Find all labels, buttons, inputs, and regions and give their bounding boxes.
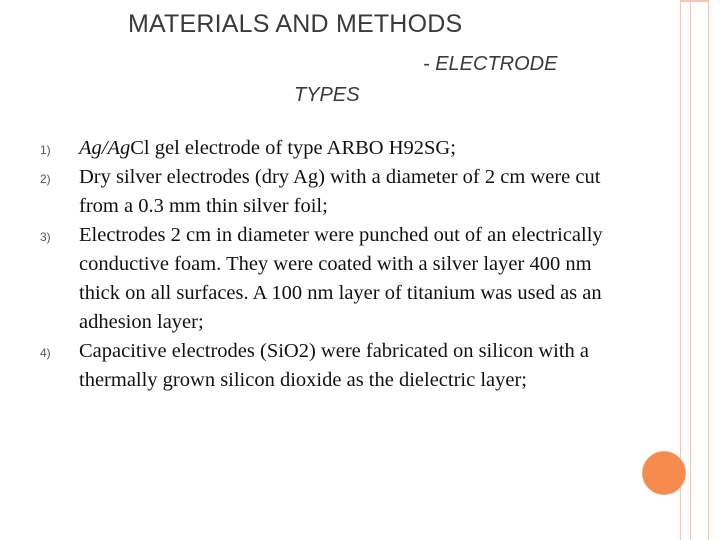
- list-number: 4): [40, 346, 51, 360]
- decorative-border-line: [708, 0, 709, 540]
- item-text: Cl gel electrode of type ARBO H92SG;: [130, 137, 456, 159]
- slide-subtitle-line-2: TYPES: [294, 84, 360, 106]
- item-text: Dry silver electrodes (dry Ag) with a diameter of 2 cm were cut from a 0.3 mm thin silver foil;: [79, 166, 601, 217]
- list-number: 3): [40, 230, 51, 244]
- decorative-border-line: [690, 0, 691, 540]
- list-number: 2): [40, 172, 51, 186]
- list-item-4: [40, 337, 625, 395]
- decorative-border-top: [680, 0, 708, 2]
- item-italic-prefix: Ag/Ag: [79, 137, 131, 159]
- list-item-2: [40, 163, 625, 221]
- item-text: Electrodes 2 cm in diameter were punched out of an electrically conductive foam. They were coated with a silver layer 400 nm thick on all surfaces. A 100 nm layer of titanium was used as an adhesion layer;: [79, 224, 603, 333]
- list-item-1: [40, 134, 625, 163]
- decorative-circle: [642, 451, 686, 495]
- slide-subtitle-line-1: - ELECTRODE: [423, 53, 558, 75]
- list-item-3: [40, 221, 625, 337]
- item-text: Capacitive electrodes (SiO2) were fabricated on silicon with a thermally grown silicon dioxide as the dielectric layer;: [79, 340, 590, 391]
- electrode-types-list: [40, 134, 625, 395]
- slide-title: MATERIALS AND METHODS: [128, 10, 463, 38]
- list-number: 1): [40, 143, 51, 157]
